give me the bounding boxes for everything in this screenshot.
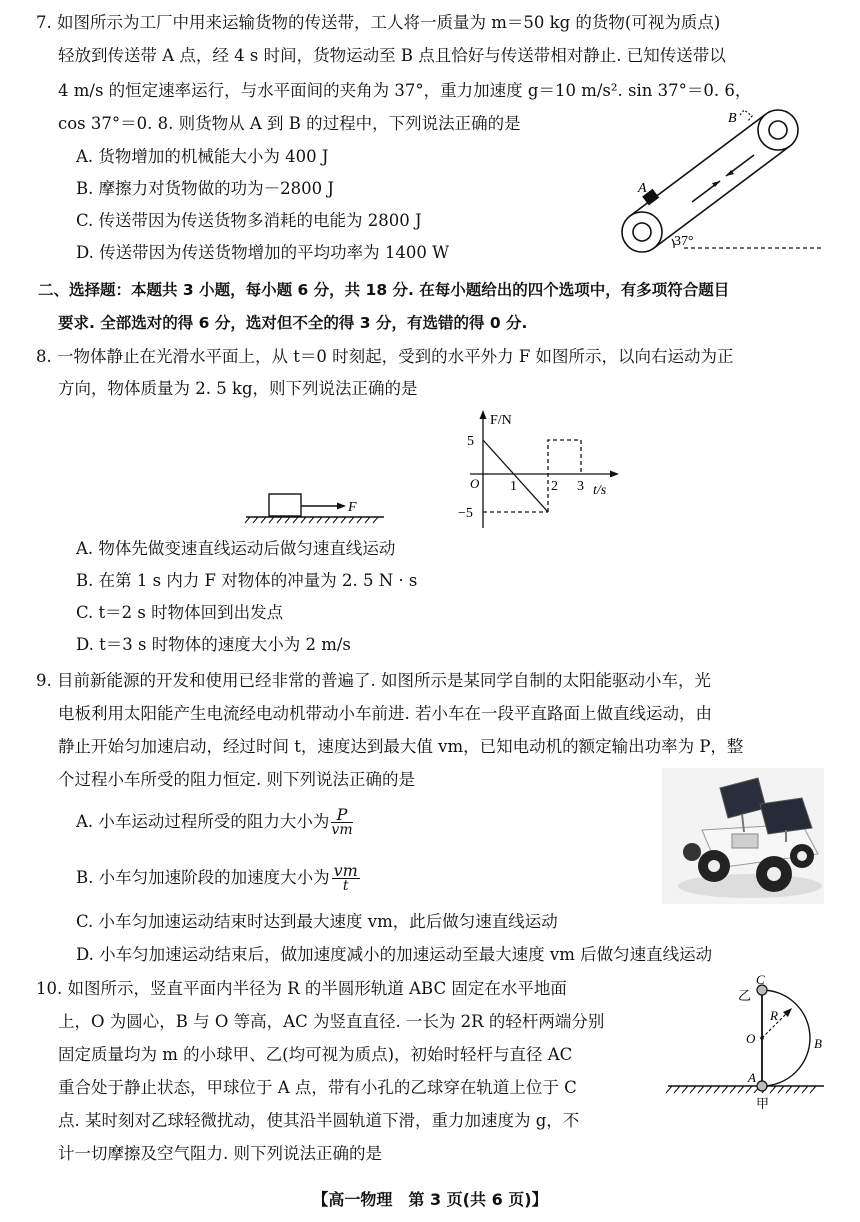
q9-line-3: 静止开始匀加速启动，经过时间 t，速度达到最大值 vm，已知电动机的额定输出功率为 P，整: [58, 737, 744, 756]
q8-line-2: 方向，物体质量为 2. 5 kg，则下列说法正确的是: [58, 379, 418, 398]
q7-option-d: D. 传送带因为传送货物增加的平均功率为 1400 W: [76, 243, 450, 262]
tick-x-1: 1: [510, 479, 517, 494]
q9-option-a: [76, 804, 353, 840]
semicircle-track-figure: [664, 972, 828, 1114]
frac-a-numerator: P: [331, 807, 352, 823]
label-b: B: [814, 1036, 822, 1051]
q8-option-c: C. t＝2 s 时物体回到出发点: [76, 603, 284, 622]
label-a: A: [748, 1070, 756, 1085]
q7-option-a: A. 货物增加的机械能大小为 400 J: [76, 147, 329, 166]
section2-line-2: 要求. 全部选对的得 6 分，选对但不全的得 3 分，有选错的得 0 分.: [58, 314, 528, 332]
ball-jia: [757, 1081, 767, 1091]
q9-option-d: D. 小车匀加速运动结束后，做加速度减小的加速运动至最大速度 vm 后做匀速直线运动: [76, 945, 713, 964]
q9-line-1: 9. 目前新能源的开发和使用已经非常的普遍了. 如图所示是某同学自制的太阳能驱动小车，光: [36, 671, 711, 690]
frac-b-denominator: t: [342, 878, 349, 894]
page-footer: 【高一物理 第 3 页(共 6 页)】: [312, 1190, 548, 1209]
tick-x-3: 3: [577, 479, 584, 494]
q7-line-1: 7. 如图所示为工厂中用来运输货物的传送带，工人将一质量为 m＝50 kg 的货物(可视为质点): [36, 13, 721, 32]
q9-option-b-text: B. 小车匀加速阶段的加速度大小为: [76, 868, 330, 887]
q7-line-2: 轻放到传送带 A 点，经 4 s 时间，货物运动至 B 点且恰好与传送带相对静止. 已知传送带以: [58, 46, 726, 65]
q10-line-1: 10. 如图所示，竖直平面内半径为 R 的半圆形轨道 ABC 固定在水平地面: [36, 979, 567, 998]
q9-line-4: 个过程小车所受的阻力恒定. 则下列说法正确的是: [58, 770, 415, 789]
fraction-vm-over-t: [332, 863, 360, 894]
q9-option-c: C. 小车匀加速运动结束时达到最大速度 vm，此后做匀速直线运动: [76, 912, 558, 931]
solar-car-photo: [662, 768, 824, 904]
tick-y-neg5: −5: [458, 506, 473, 521]
q7-option-c: C. 传送带因为传送货物多消耗的电能为 2800 J: [76, 211, 422, 230]
section2-line-1: 二、选择题：本题共 3 小题，每小题 6 分，共 18 分. 在每小题给出的四个选项中，有多项符合题目: [38, 281, 730, 299]
q8-option-d: D. t＝3 s 时物体的速度大小为 2 m/s: [76, 635, 351, 654]
fraction-p-over-vm: [331, 807, 352, 838]
q10-line-5: 点. 某时刻对乙球轻微扰动，使其沿半圆轨道下滑，重力加速度为 g，不: [58, 1111, 580, 1130]
label-yi: 乙: [738, 988, 752, 1003]
tick-x-2: 2: [551, 479, 558, 494]
q9-option-b: [76, 860, 360, 896]
graph-y-label: F/N: [490, 413, 512, 428]
label-a: A: [638, 181, 647, 196]
label-jia: 甲: [756, 1096, 770, 1111]
q10-line-4: 重合处于静止状态，甲球位于 A 点，带有小孔的乙球穿在轨道上位于 C: [58, 1078, 577, 1097]
angle-label: 37°: [674, 234, 694, 249]
graph-origin: O: [470, 476, 480, 491]
q7-line-3: 4 m/s 的恒定速率运行，与水平面间的夹角为 37°，重力加速度 g＝10 m/s². sin 37°＝0. 6，: [58, 81, 752, 100]
q9-option-a-text: A. 小车运动过程所受的阻力大小为: [76, 812, 330, 831]
q7-line-4: cos 37°＝0. 8. 则货物从 A 到 B 的过程中，下列说法正确的是: [58, 114, 521, 133]
q10-line-2: 上，O 为圆心，B 与 O 等高，AC 为竖直直径. 一长为 2R 的轻杆两端分别: [58, 1012, 605, 1031]
q7-option-b: B. 摩擦力对货物做的功为－2800 J: [76, 179, 334, 198]
graph-x-label: t/s: [593, 483, 607, 498]
frac-b-numerator: vm: [333, 861, 358, 880]
block-on-ground-figure: [242, 490, 387, 524]
label-o: O: [746, 1031, 756, 1046]
q10-line-6: 计一切摩擦及空气阻力. 则下列说法正确的是: [58, 1144, 382, 1163]
conveyor-belt-figure: [614, 106, 828, 254]
force-label: F: [348, 500, 357, 515]
q8-option-b: B. 在第 1 s 内力 F 对物体的冲量为 2. 5 N · s: [76, 571, 418, 590]
q9-line-2: 电板利用太阳能产生电流经电动机带动小车前进. 若小车在一段平直路面上做直线运动，由: [58, 704, 712, 723]
tick-y-5: 5: [467, 434, 474, 449]
label-r: R: [770, 1008, 778, 1023]
q8-option-a: A. 物体先做变速直线运动后做匀速直线运动: [76, 539, 396, 558]
label-c: C: [756, 972, 765, 987]
q10-line-3: 固定质量均为 m 的小球甲、乙(均可视为质点)，初始时轻杆与直径 AC: [58, 1045, 573, 1064]
force-time-graph: [450, 408, 625, 532]
q8-line-1: 8. 一物体静止在光滑水平面上，从 t＝0 时刻起，受到的水平外力 F 如图所示，以向右运动为正: [36, 347, 734, 366]
label-b: B: [728, 111, 737, 126]
frac-a-denominator: vm: [331, 822, 353, 838]
